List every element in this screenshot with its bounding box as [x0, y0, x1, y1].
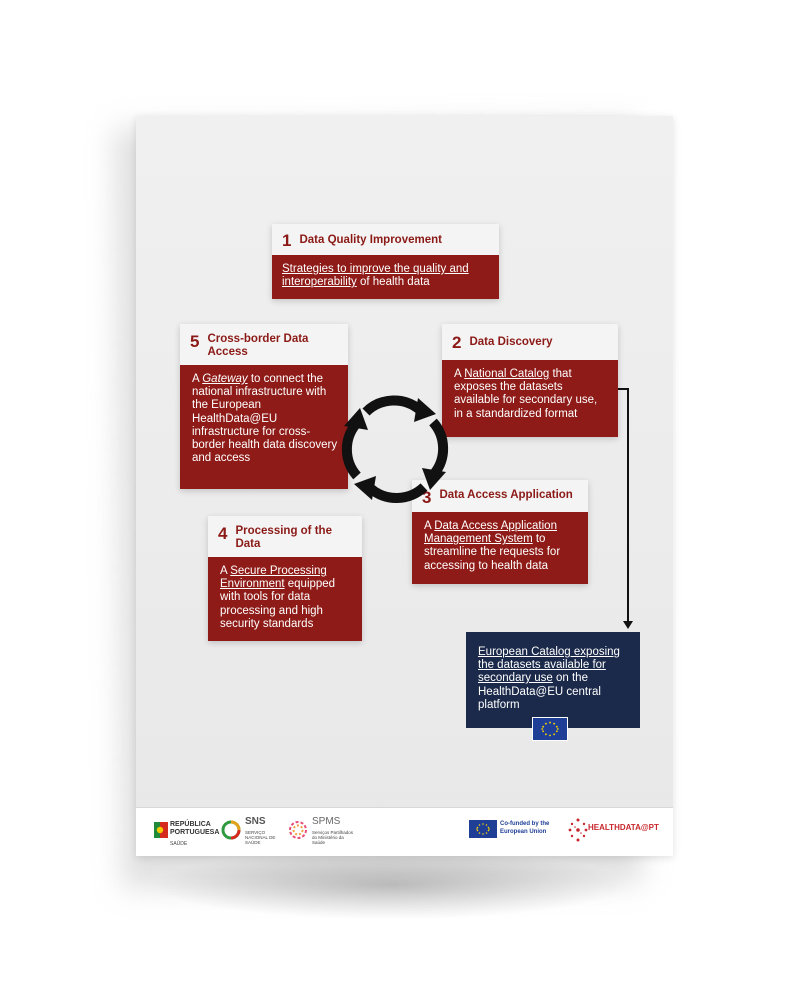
republica-logo-icon: [154, 822, 168, 838]
eu-flag-icon: [532, 717, 568, 741]
republica-logo-text: [170, 821, 219, 837]
spms-logo-icon: [288, 820, 308, 840]
card-body: [272, 255, 499, 299]
card-text: equipped with tools for data processing and high security standards: [220, 578, 336, 630]
eu-flag-icon: [469, 820, 497, 838]
card-processing: [208, 516, 362, 641]
card-data-discovery: [442, 324, 618, 437]
healthdata-logo-text: HEALTHDATA@PT: [588, 823, 659, 832]
republica-line: PORTUGUESA: [170, 829, 220, 836]
card-text: A: [220, 565, 231, 577]
card-number: 2: [452, 333, 462, 352]
eu-catalog-text: on the HealthData@EU central platform: [478, 672, 601, 711]
card-title: Cross-border Data Access: [207, 333, 309, 358]
card-link[interactable]: Gateway: [202, 373, 248, 385]
spms-title: SPMS: [312, 816, 341, 827]
card-number: 1: [282, 231, 292, 250]
card-number: 3: [422, 488, 432, 507]
card-text: to connect the national infrastructure with the European HealthData@EU infrastructure for cross-border health data discovery and access: [192, 373, 338, 465]
republica-line: REPÚBLICA: [170, 821, 211, 828]
sns-logo-icon: [221, 820, 241, 840]
card-number: 4: [218, 524, 228, 543]
card-text: that exposes the datasets available for secondary use, in a standardized format: [454, 368, 598, 420]
card-text: of health data: [356, 276, 430, 289]
sns-sub: SERVIÇO NACIONAL DE SAÚDE: [245, 830, 276, 845]
card-body: [208, 557, 362, 641]
card-title: Data Quality Improvement: [299, 234, 442, 246]
card-body: [180, 365, 348, 489]
card-body: [412, 512, 588, 584]
card-text: A: [454, 368, 465, 380]
card-link[interactable]: Data Access Application Management System: [424, 520, 557, 546]
poster: [136, 116, 673, 856]
card-body: [442, 360, 618, 437]
eu-cofunded-text: Co-funded by the European Union: [500, 821, 550, 835]
card-header: [180, 324, 348, 365]
eu-catalog-link[interactable]: European Catalog exposing the datasets available for secondary use: [478, 646, 620, 685]
card-title: Data Access Application: [439, 489, 573, 501]
sns-title: SNS: [245, 816, 266, 827]
republica-sub: SAÚDE: [170, 841, 188, 847]
card-header: [272, 224, 499, 255]
card-header: [442, 324, 618, 360]
footer: [136, 807, 673, 856]
card-link[interactable]: National Catalog: [464, 368, 550, 380]
card-text: A: [424, 520, 435, 532]
card-link[interactable]: Strategies to improve the quality and interoperability: [282, 263, 469, 289]
card-link[interactable]: Secure Processing Environment: [220, 565, 327, 591]
cycle-arrows-icon: [336, 390, 454, 508]
card-number: 5: [190, 332, 200, 351]
card-header: [208, 516, 362, 557]
connector-line: [627, 389, 629, 622]
eu-catalog-box: [466, 632, 640, 728]
poster-floor-shadow: [150, 850, 630, 920]
arrow-down-icon: [623, 621, 633, 629]
card-title: Data Discovery: [469, 336, 553, 348]
card-title: Processing of the Data: [235, 525, 332, 550]
card-data-quality: [272, 224, 499, 299]
card-text: to streamline the requests for accessing to health data: [424, 533, 561, 572]
card-cross-border: [180, 324, 348, 489]
healthdata-logo-icon: [566, 816, 590, 844]
spms-sub: Serviços Partilhados do Ministério da Saúde: [312, 830, 354, 845]
card-text: A: [192, 373, 203, 385]
